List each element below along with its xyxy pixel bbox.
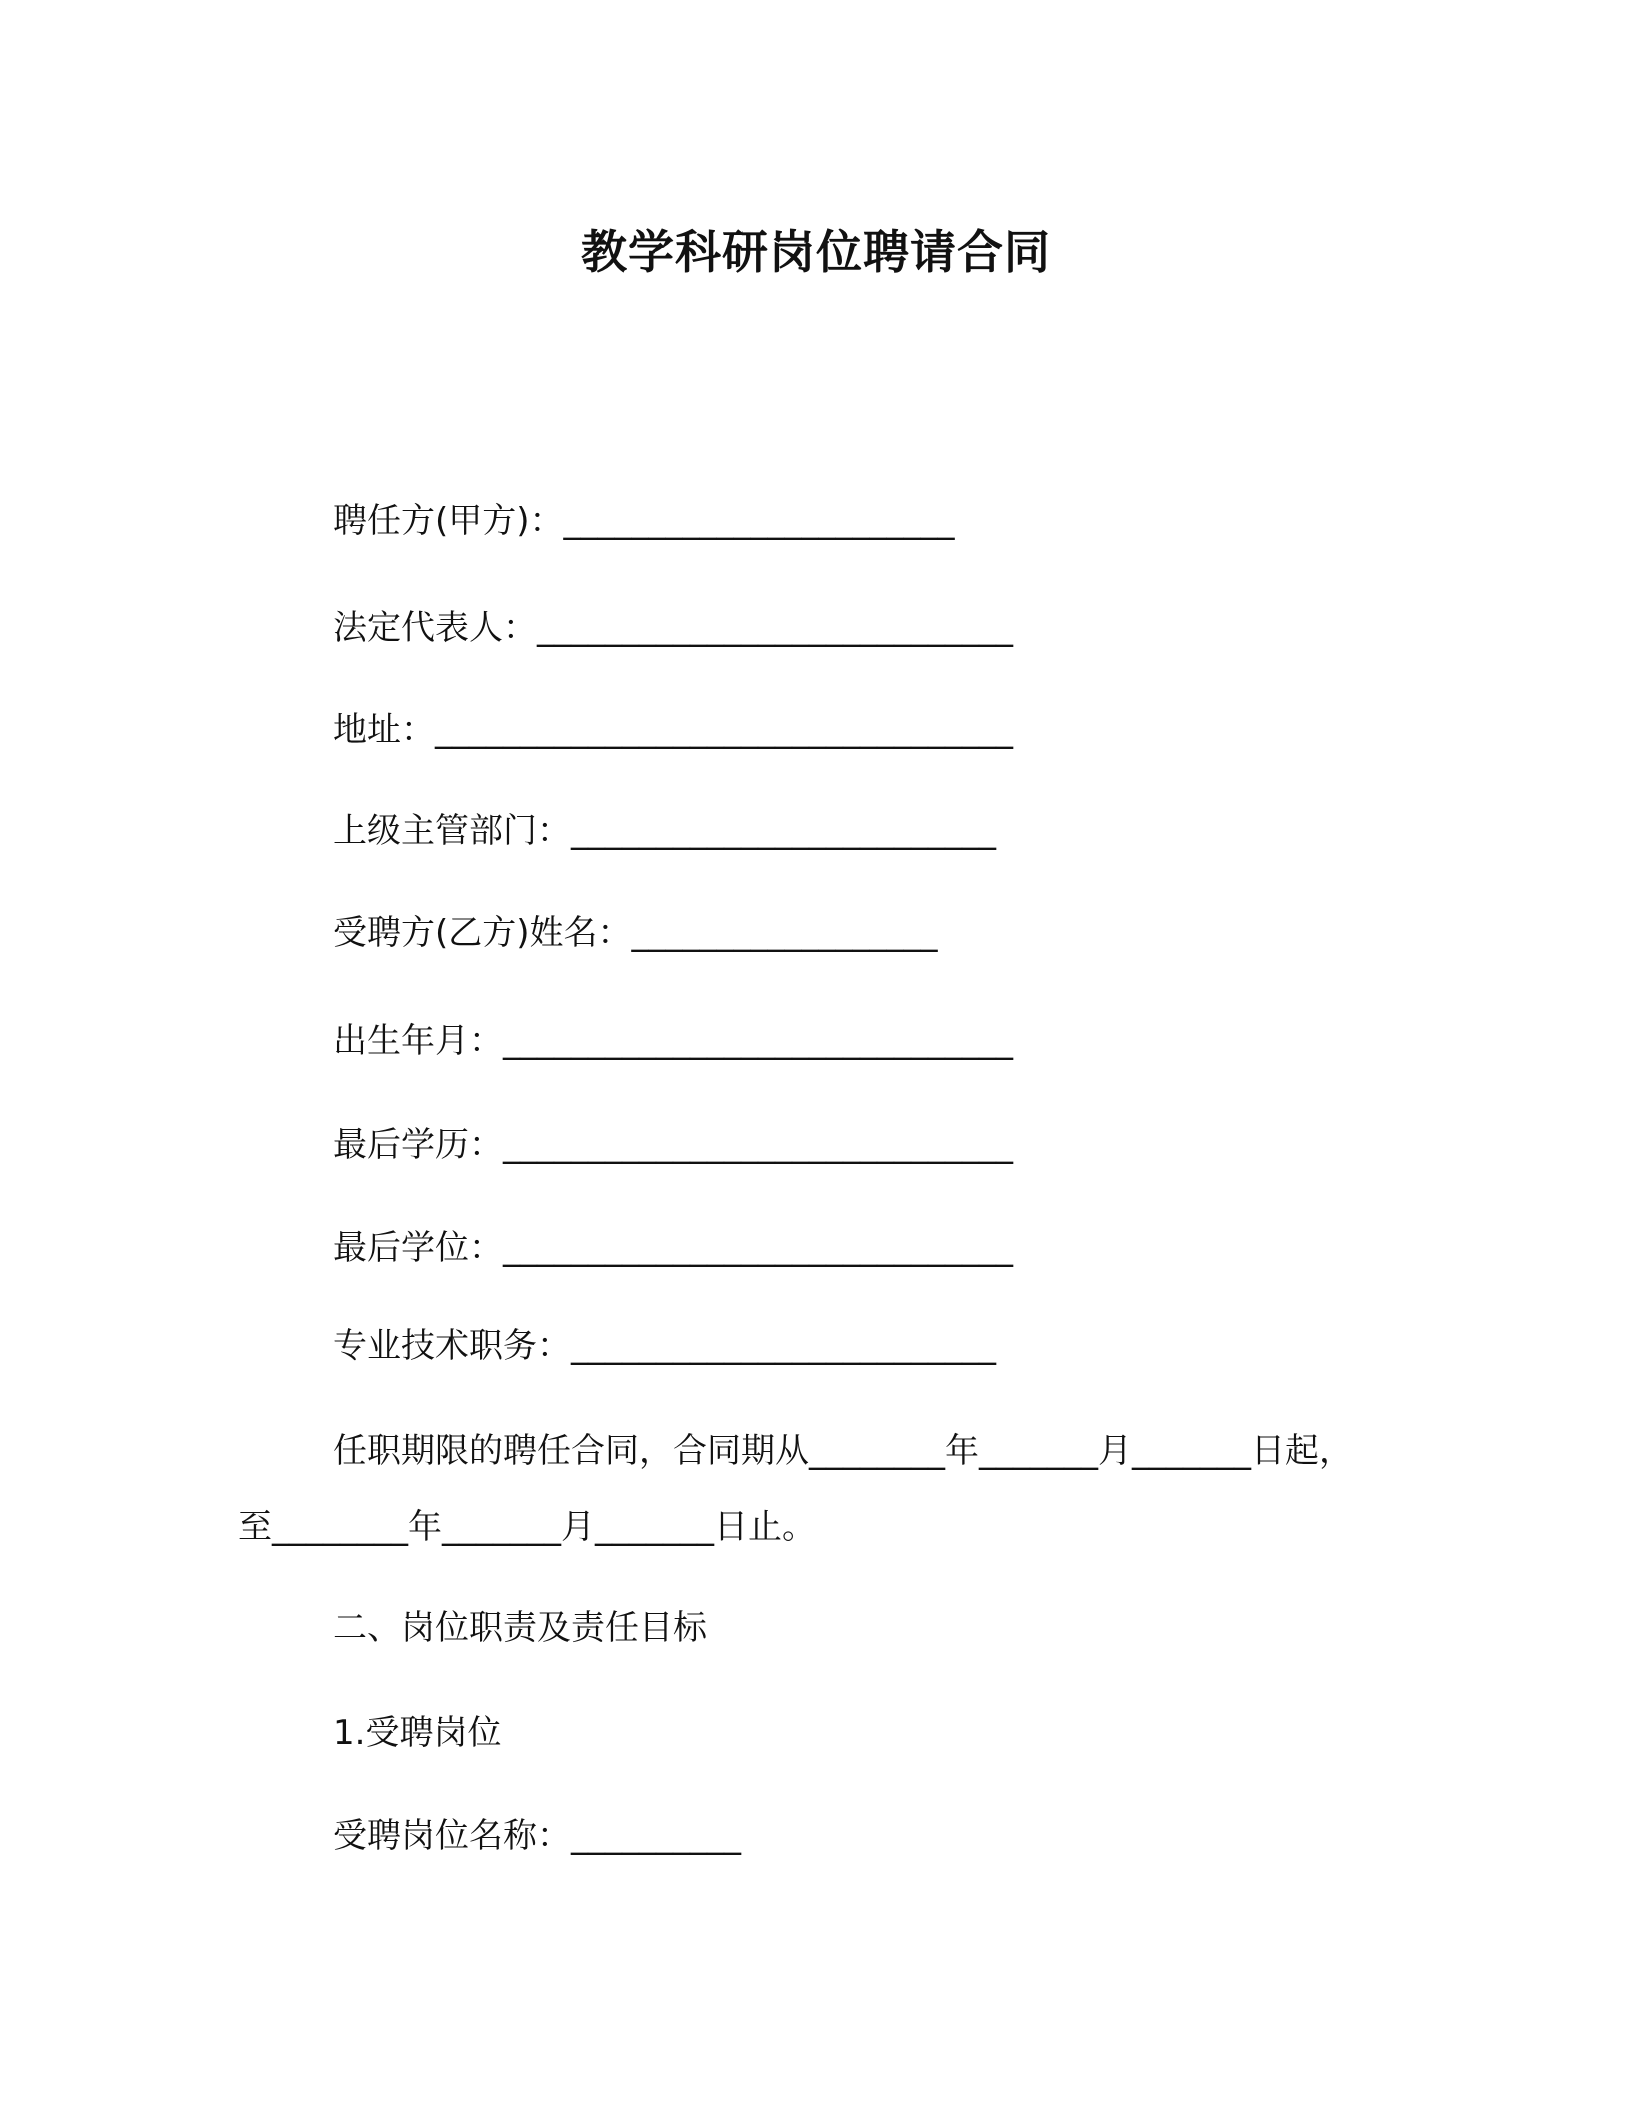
field-label: 上级主管部门：: [333, 811, 571, 851]
field-employer: [333, 497, 955, 545]
field-blank: ______________________________: [503, 1021, 1013, 1061]
field-professional-title: [333, 1322, 996, 1370]
field-blank: __________________: [631, 913, 938, 953]
field-label: 聘任方(甲方)：: [333, 501, 564, 541]
field-blank: ______________________________: [503, 1228, 1013, 1268]
section-two-heading: 二、岗位职责及责任目标: [333, 1608, 707, 1648]
field-label: 受聘岗位名称：: [333, 1816, 571, 1856]
field-address: [333, 706, 1013, 754]
field-blank: _________________________: [571, 1326, 996, 1366]
field-label: 最后学历：: [333, 1125, 503, 1165]
field-label: 出生年月：: [333, 1021, 503, 1061]
term-paragraph: 任职期限的聘任合同，合同期从________年_______月_______日起，至________年_______月_______日止。: [238, 1431, 1353, 1547]
field-supervising-department: [333, 807, 996, 855]
field-highest-education: [333, 1121, 1013, 1169]
field-blank: _________________________: [571, 811, 996, 851]
field-label: 最后学位：: [333, 1228, 503, 1268]
document-title: 教学科研岗位聘请合同: [581, 225, 1051, 279]
field-employee-name: [333, 909, 938, 957]
field-birth-date: [333, 1017, 1013, 1065]
field-label: 地址：: [333, 710, 435, 750]
field-highest-degree: [333, 1224, 1013, 1272]
field-position-name: [333, 1812, 741, 1860]
field-label: 专业技术职务：: [333, 1326, 571, 1366]
field-blank: _______________________: [563, 501, 955, 541]
field-label: 受聘方(乙方)姓名：: [333, 913, 632, 953]
sub-heading-position: 1.受聘岗位: [333, 1713, 502, 1753]
field-blank: __________________________________: [435, 710, 1013, 750]
field-blank: __________: [571, 1816, 741, 1856]
field-blank: ______________________________: [503, 1125, 1013, 1165]
field-label: 法定代表人：: [333, 608, 537, 648]
field-blank: ____________________________: [537, 608, 1013, 648]
field-legal-representative: [333, 604, 1013, 652]
